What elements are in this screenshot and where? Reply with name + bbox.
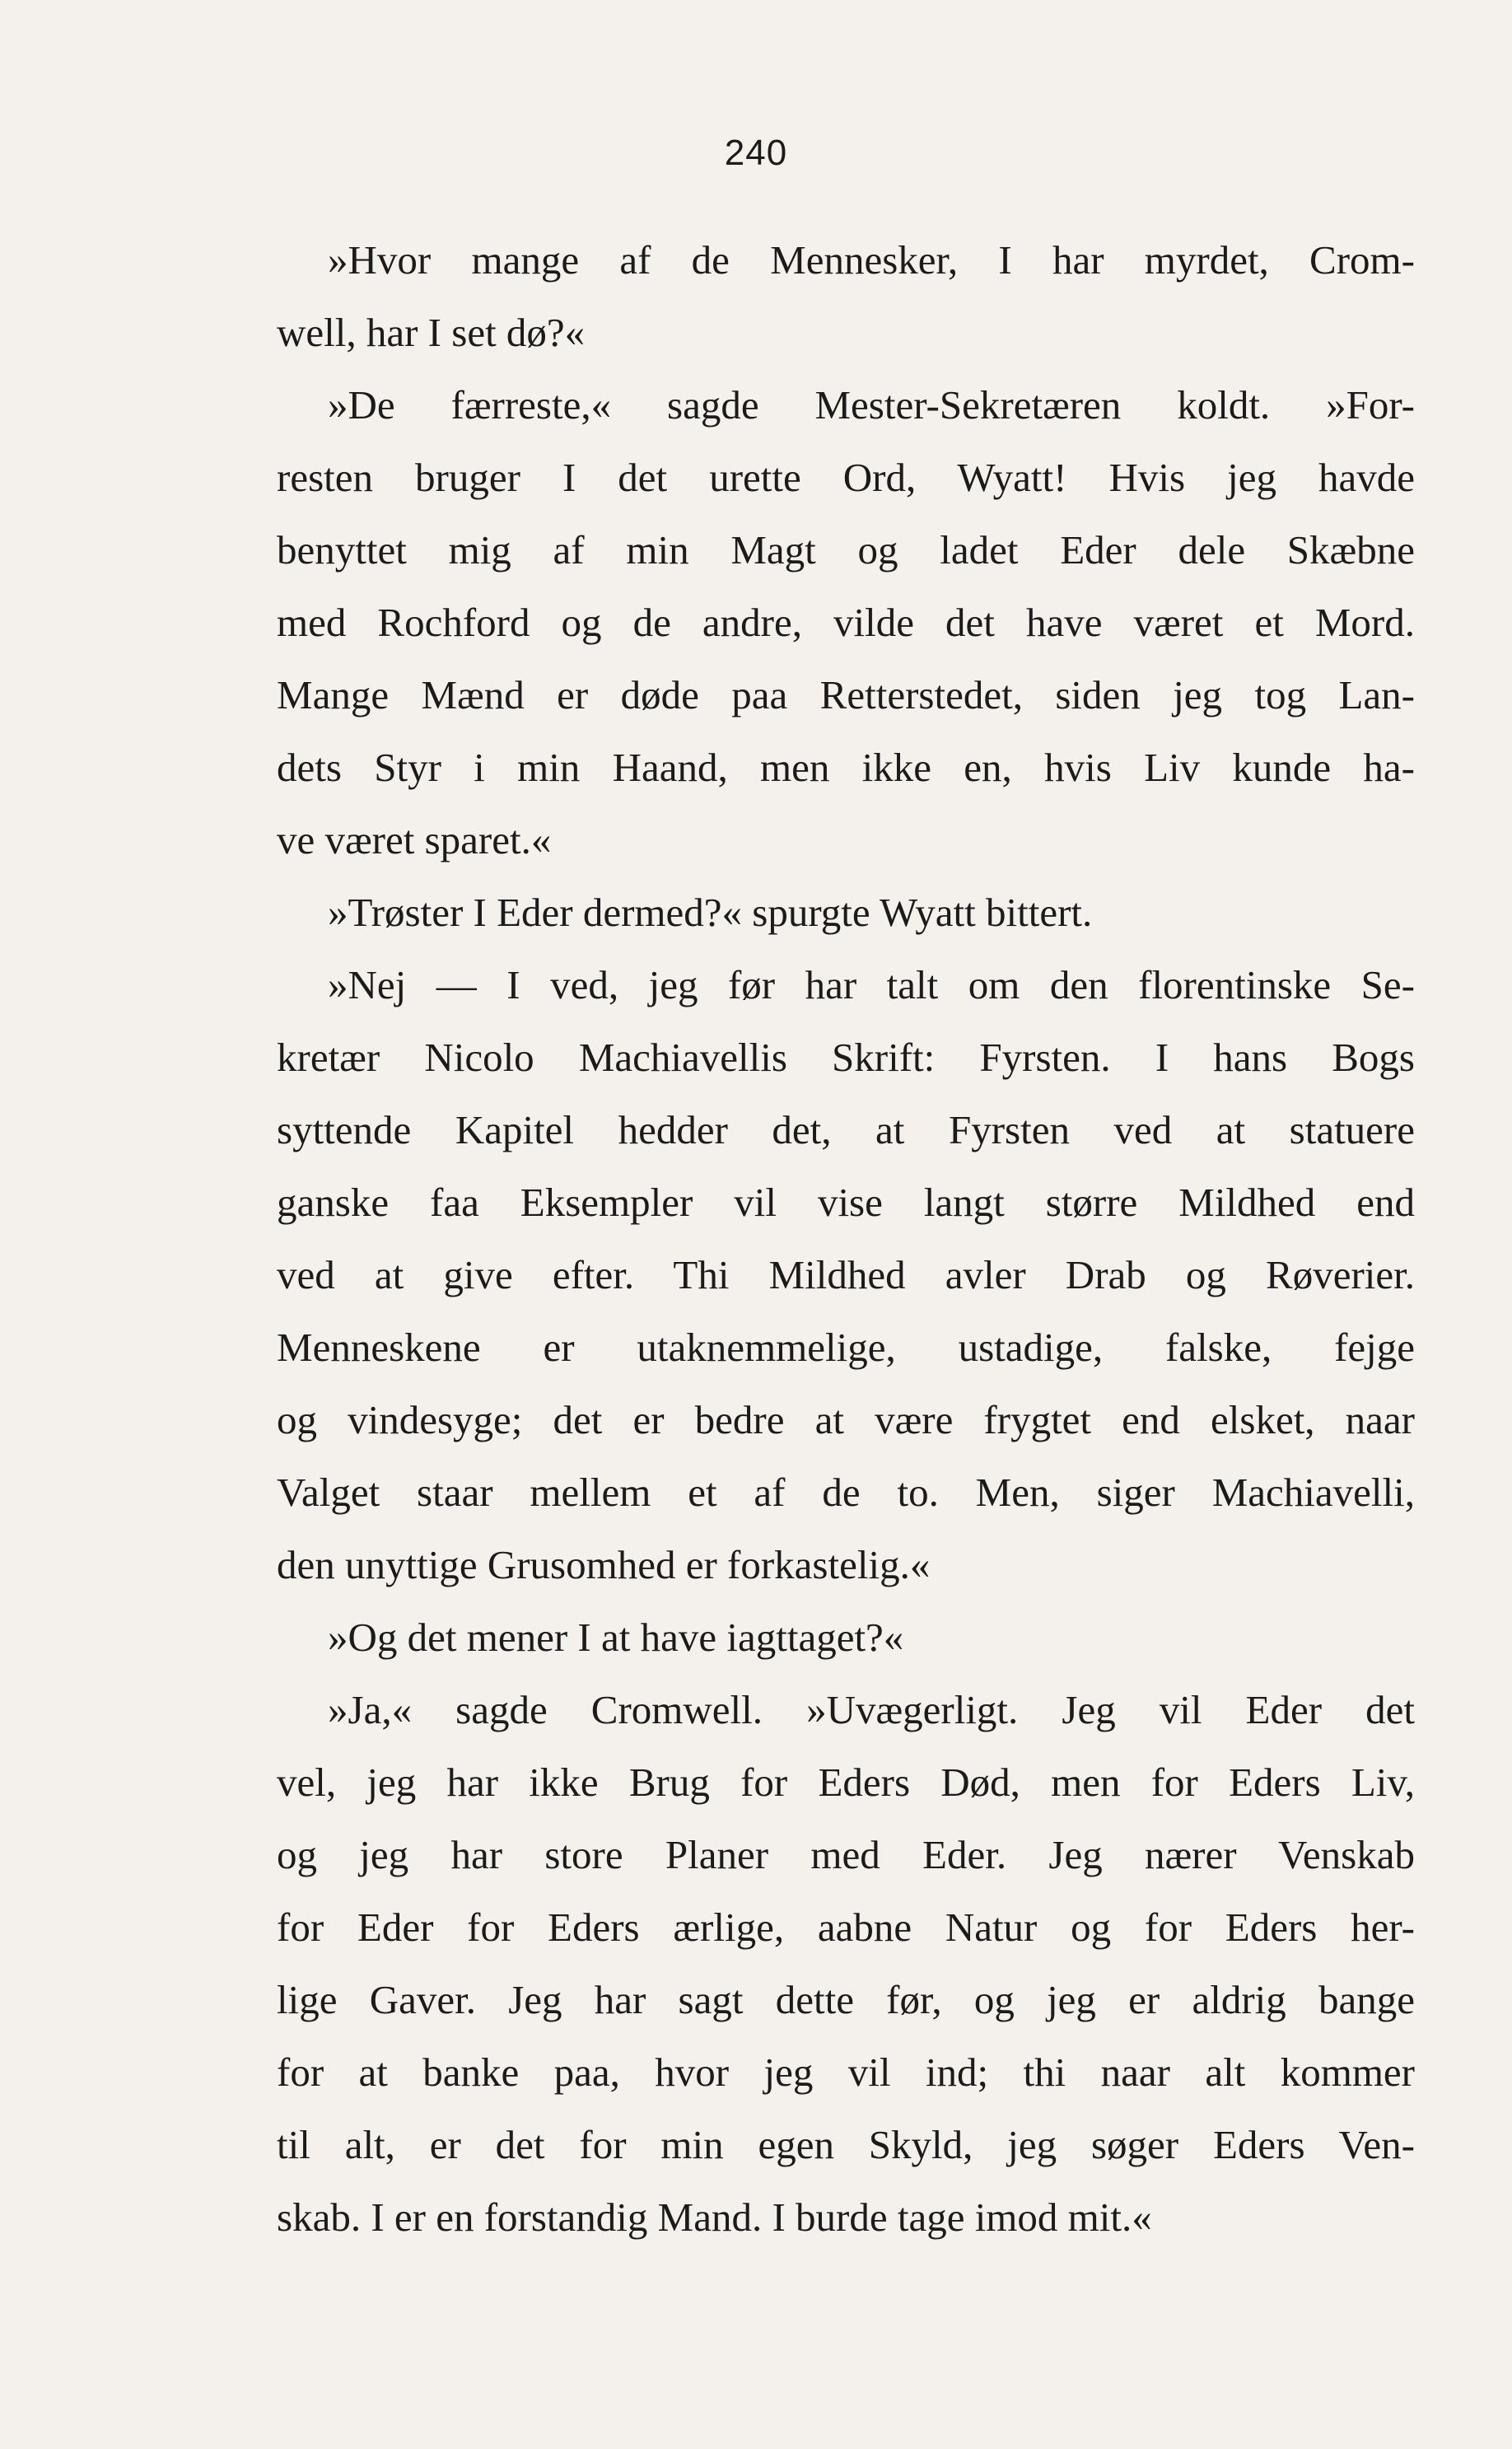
text-line: for Eder for Eders ærlige, aabne Natur og for Eders her- <box>277 1905 1415 1950</box>
text-line: Valget staar mellem et af de to. Men, siger Machiavelli, <box>277 1470 1415 1515</box>
text-line: benyttet mig af min Magt og ladet Eder dele Skæbne <box>277 527 1415 573</box>
text-line: og jeg har store Planer med Eder. Jeg nærer Venskab <box>277 1832 1415 1877</box>
text-line: »Og det mener I at have iagttaget?« <box>328 1615 904 1660</box>
text-line: »Trøster I Eder dermed?« spurgte Wyatt bittert. <box>328 890 1093 935</box>
text-line: for at banke paa, hvor jeg vil ind; thi naar alt kommer <box>277 2049 1415 2095</box>
text-line: Mange Mænd er døde paa Retterstedet, siden jeg tog Lan- <box>277 672 1415 717</box>
text-line: »De færreste,« sagde Mester-Sekretæren koldt. »For- <box>328 382 1415 428</box>
text-line: »Ja,« sagde Cromwell. »Uvægerligt. Jeg vil Eder det <box>328 1687 1415 1732</box>
text-line: »Hvor mange af de Mennesker, I har myrdet, Crom- <box>328 237 1415 283</box>
text-line: den unyttige Grusomhed er forkastelig.« <box>277 1542 931 1587</box>
text-line: til alt, er det for min egen Skyld, jeg søger Eders Ven- <box>277 2122 1415 2167</box>
text-line: ve været sparet.« <box>277 817 552 862</box>
text-line: vel, jeg har ikke Brug for Eders Død, men for Eders Liv, <box>277 1760 1415 1805</box>
body-text <box>277 224 1415 2254</box>
text-line: dets Styr i min Haand, men ikke en, hvis Liv kunde ha- <box>277 745 1415 790</box>
text-line: ved at give efter. Thi Mildhed avler Drab og Røverier. <box>277 1252 1415 1297</box>
text-line: ganske faa Eksempler vil vise langt større Mildhed end <box>277 1180 1415 1225</box>
page-number: 240 <box>724 133 788 173</box>
text-line: syttende Kapitel hedder det, at Fyrsten ved at statuere <box>277 1107 1415 1152</box>
text-line: »Nej — I ved, jeg før har talt om den florentinske Se- <box>328 962 1415 1007</box>
text-line: med Rochford og de andre, vilde det have været et Mord. <box>277 600 1415 645</box>
text-line: Menneskene er utaknemmelige, ustadige, falske, fejge <box>277 1325 1415 1370</box>
text-line: kretær Nicolo Machiavellis Skrift: Fyrsten. I hans Bogs <box>277 1035 1415 1080</box>
text-line: well, har I set dø?« <box>277 310 586 355</box>
text-line: lige Gaver. Jeg har sagt dette før, og jeg er aldrig bange <box>277 1977 1415 2022</box>
text-line: skab. I er en forstandig Mand. I burde tage imod mit.« <box>277 2194 1152 2240</box>
text-line: og vindesyge; det er bedre at være frygtet end elsket, naar <box>277 1397 1415 1442</box>
text-line: resten bruger I det urette Ord, Wyatt! Hvis jeg havde <box>277 455 1415 500</box>
